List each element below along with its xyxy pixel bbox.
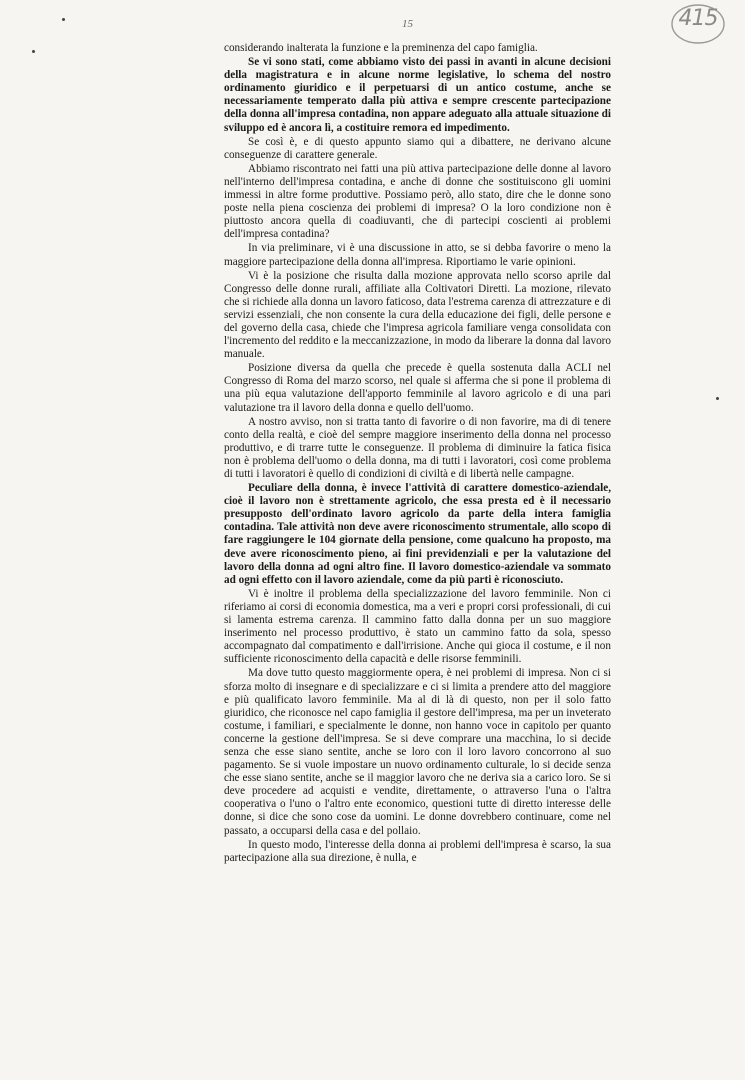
paragraph: considerando inalterata la funzione e la preminenza del capo famiglia. [224, 42, 538, 54]
paragraph: In questo modo, l'interesse della donna ai problemi dell'impresa è scarso, la sua partecipazione alla sua direzione, è nulla, e [224, 838, 611, 864]
paragraph: In via preliminare, vi è una discussione in atto, se si debba favorire o meno la maggiore partecipazione della donna all'impresa. Riportiamo le varie opinioni. [224, 242, 611, 268]
paragraph: A nostro avviso, non si tratta tanto di favorire o di non favorire, ma di di tenere conto della realtà, e cioè del sempre maggiore inserimento della donna nel processo produttivo, e di trarre tutte le conseguenze. Il problema di diminuire la fatica fisica non è problema dell'uomo o della donna, ma di tutti i lavoratori, così come problema di tutti i lavoratori è quello di condizioni di civiltà e di libertà nelle campagne. [224, 415, 611, 480]
speck-mark [62, 18, 65, 21]
paragraph: Posizione diversa da quella che precede è quella sostenuta dalla ACLI nel Congresso di Roma del marzo scorso, nel quale si afferma che si pone il problema di una più equa valutazione dell'apporto femminile al lavoro agricolo e di una pari valutazione tra il lavoro della donna e quello dell'uomo. [224, 362, 611, 414]
paragraph: Vi è inoltre il problema della specializzazione del lavoro femminile. Non ci riferiamo ai corsi di economia domestica, ma a veri e propri corsi professionali, di cui si lamenta estrema carenza. Il cammino fatto dalla donna per un suo maggiore inserimento nel processo produttivo, è stato un cammino fatto da sola, spesso accompagnato dal compatimento e dall'irrisione. Anche qui gioca il costume, e il non sufficiente riconoscimento della capacità e delle risorse femminili. [224, 587, 611, 666]
stamp-number: 415 [678, 6, 718, 31]
speck-mark [32, 50, 35, 53]
paragraph: Vi è la posizione che risulta dalla mozione approvata nello scorso aprile dal Congresso delle donne rurali, affiliate alla Coltivatori Diretti. La mozione, rilevato che si richiede alla donna un lavoro faticoso, data l'estrema carenza di attrezzature e di servizi essenziali, che non consente la cura della educazione dei figli, delle persone e del governo della casa, chiede che l'impresa agricola familiare venga consolidata con l'incremento del reddito e la meccanizzazione, in modo da liberare la donna dal lavoro manuale. [224, 269, 611, 361]
speck-mark [716, 397, 719, 400]
paragraph: Abbiamo riscontrato nei fatti una più attiva partecipazione delle donne al lavoro nell'interno dell'impresa contadina, e anche di donne che sostituiscono gli uomini immessi in altre forme produttive. Possiamo però, allo stato, dire che le donne sono poste nella piena coscienza dei problemi di impresa? O la loro condizione non è piuttosto ancora quella di coadiuvanti, che di partecipi coscienti ai problemi dell'impresa contadina? [224, 162, 611, 241]
paragraph: Ma dove tutto questo maggiormente opera, è nei problemi di impresa. Non ci si sforza molto di insegnare e di specializzare e ci si limita a prendere atto del maggiore e più qualificato lavoro femminile. Ma al di là di questo, non per il solo fatto giuridico, che riconosce nel capo famiglia il gestore dell'impresa, ma per un inveterato costume, i familiari, e specialmente le donne, non hanno voce in capitolo per quanto concerne la gestione dell'impresa. Se si deve comprare una macchina, lo si decide senza che esse siano sentite, anche se loro con il loro lavoro concorrono al suo pagamento. Se si vuole impostare un nuovo ordinamento culturale, lo si decide senza che esse siano sentite, anche se il maggior lavoro che ne deriva sia a carico loro. Se si deve procedere ad acquisti e vendite, direttamente, o attraverso l'una o l'altra cooperativa o l'uno o l'altro ente economico, questioni tutte di diretto interesse delle donne, si dice che sono cose da uomini. Le donne dovrebbero continuare, come nel passato, a occuparsi della casa e del pollaio. [224, 667, 611, 837]
paragraph: Peculiare della donna, è invece l'attività di carattere domestico-aziendale, cioè il lavoro non è strettamente agricolo, che essa presta ed è il necessario presupposto dell'ordinato lavoro agricolo da parte della intera famiglia contadina. Tale attività non deve avere riconoscimento strumentale, allo scopo di fare raggiungere le 104 giornate della pensione, come qualcuno ha proposto, ma deve avere riconoscimento pieno, ai fini previdenziali e per la valutazione del lavoro della donna ad ogni altro fine. Il lavoro domestico-aziendale va sommato ad ogni effetto con il lavoro aziendale, come da più parti è riconosciuto. [224, 482, 611, 586]
handwritten-page-stamp [668, 2, 728, 46]
page-number: 15 [402, 18, 413, 30]
paragraph: Se così è, e di questo appunto siamo qui a dibattere, ne derivano alcune conseguenze di carattere generale. [224, 135, 611, 161]
paragraph: Se vi sono stati, come abbiamo visto dei passi in avanti in alcune decisioni della magistratura e in alcune norme legislative, lo schema del nostro ordinamento giuridico e il perpetuarsi di un antico costume, anche se necessariamente temperato dalla più attiva e sempre crescente partecipazione della donna all'impresa contadina, non appare adeguato alla attuale situazione di sviluppo ed è ancora lì, a costituire remora ed impedimento. [224, 56, 611, 134]
body-text [224, 42, 611, 866]
